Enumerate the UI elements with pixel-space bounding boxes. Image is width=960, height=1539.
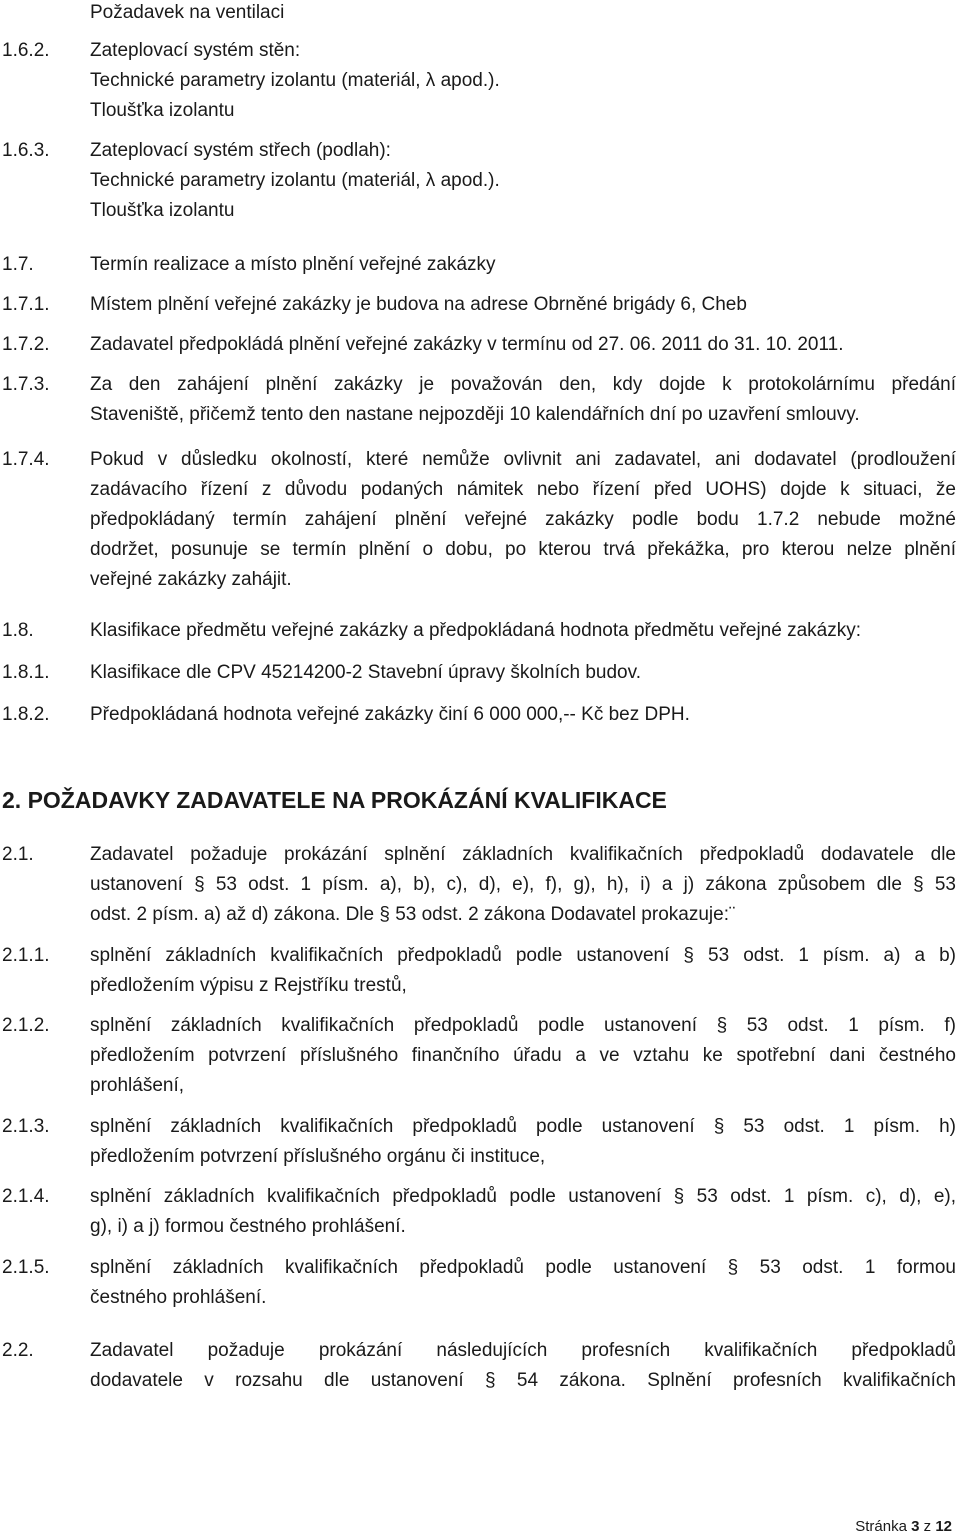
footer-page-total: 12 xyxy=(935,1518,952,1535)
section-heading: 2. POŽADAVKY ZADAVATELE NA PROKÁZÁNÍ KVALIFIKACE xyxy=(2,787,667,813)
text-line xyxy=(0,1142,960,1172)
line-text: Tloušťka izolantu xyxy=(90,200,235,221)
line-number: 1.8.2. xyxy=(2,704,50,725)
line-number: 2.1.4. xyxy=(2,1186,50,1207)
line-text: Požadavek na ventilaci xyxy=(90,2,285,23)
text-line xyxy=(0,1253,960,1283)
line-text: Zadavatel požaduje prokázání následujících profesních kvalifikačních předpokladů xyxy=(90,1340,956,1361)
text-line xyxy=(0,971,960,1001)
text-line xyxy=(0,870,960,900)
line-text: předložením potvrzení příslušného finančního úřadu a ve vztahu ke spotřební dani čestného xyxy=(90,1045,956,1066)
line-text: čestného prohlášení. xyxy=(90,1287,267,1308)
footer-middle: z xyxy=(919,1518,936,1535)
text-line xyxy=(0,900,960,930)
line-number: 2.1.1. xyxy=(2,945,50,966)
line-number: 1.8.1. xyxy=(2,662,50,683)
text-line xyxy=(0,1112,960,1142)
line-text: Zateplovací systém střech (podlah): xyxy=(90,140,391,161)
line-text: veřejné zakázky zahájit. xyxy=(90,569,292,590)
text-line xyxy=(0,1366,960,1396)
line-number: 1.7.3. xyxy=(2,374,50,395)
line-text: Klasifikace dle CPV 45214200-2 Stavební úpravy školních budov. xyxy=(90,662,641,683)
text-line xyxy=(0,1283,960,1313)
line-number: 1.6.3. xyxy=(2,140,50,161)
line-text: Klasifikace předmětu veřejné zakázky a předpokládaná hodnota předmětu veřejné zakázky: xyxy=(90,620,862,641)
line-number: 2.1.5. xyxy=(2,1257,50,1278)
text-line xyxy=(0,36,960,66)
line-text: Místem plnění veřejné zakázky je budova na adrese Obrněné brigády 6, Cheb xyxy=(90,294,747,315)
text-line xyxy=(0,66,960,96)
line-text: dodržet, posunuje se termín plnění o dobu, po kterou trvá překážka, pro kterou nelze plnění xyxy=(90,539,956,560)
page-footer xyxy=(855,1518,952,1536)
text-line xyxy=(0,535,960,565)
footer-prefix: Stránka xyxy=(855,1518,912,1535)
text-line xyxy=(0,505,960,535)
text-line xyxy=(0,166,960,196)
text-line xyxy=(0,1041,960,1071)
line-text: předložením výpisu z Rejstříku trestů, xyxy=(90,975,407,996)
line-text: splnění základních kvalifikačních předpokladů podle ustanovení § 53 odst. 1 písm. a) a b) xyxy=(90,945,956,966)
line-text: ustanovení § 53 odst. 1 písm. a), b), c), d), e), f), g), h), i) a j) zákona způsobem dle § 53 xyxy=(90,874,956,895)
text-line xyxy=(0,96,960,126)
text-line xyxy=(0,616,960,646)
text-line xyxy=(0,658,960,688)
line-text: splnění základních kvalifikačních předpokladů podle ustanovení § 53 odst. 1 písm. c), d), e), xyxy=(90,1186,956,1207)
line-text: Za den zahájení plnění zakázky je považován den, kdy dojde k protokolárnímu předání xyxy=(90,374,956,395)
footer-page-number: 3 xyxy=(911,1518,920,1535)
line-text: Předpokládaná hodnota veřejné zakázky činí 6 000 000,-- Kč bez DPH. xyxy=(90,704,690,725)
line-text: odst. 2 písm. a) až d) zákona. Dle § 53 odst. 2 zákona Dodavatel prokazuje:¨ xyxy=(90,904,736,925)
line-text: Technické parametry izolantu (materiál, λ apod.). xyxy=(90,170,500,191)
text-line xyxy=(0,330,960,360)
line-text: dodavatele v rozsahu dle ustanovení § 54 zákona. Splnění profesních kvalifikačních xyxy=(90,1370,956,1391)
text-line xyxy=(0,400,960,430)
line-text: g), i) a j) formou čestného prohlášení. xyxy=(90,1216,406,1237)
line-number: 2.1. xyxy=(2,844,34,865)
line-number: 1.6.2. xyxy=(2,40,50,61)
text-line xyxy=(0,0,960,28)
text-line xyxy=(0,1182,960,1212)
line-text: Zadavatel předpokládá plnění veřejné zakázky v termínu od 27. 06. 2011 do 31. 10. 2011. xyxy=(90,334,844,355)
line-number: 2.1.2. xyxy=(2,1015,50,1036)
text-line xyxy=(0,840,960,870)
text-line xyxy=(0,196,960,226)
line-text: Pokud v důsledku okolností, které nemůže ovlivnit ani zadavatel, ani dodavatel (prodloužení xyxy=(90,449,956,470)
line-text: Technické parametry izolantu (materiál, λ apod.). xyxy=(90,70,500,91)
line-text: Zateplovací systém stěn: xyxy=(90,40,301,61)
text-line xyxy=(0,1336,960,1366)
text-line xyxy=(0,370,960,400)
text-line xyxy=(0,1071,960,1101)
line-number: 2.2. xyxy=(2,1340,34,1361)
line-number: 1.8. xyxy=(2,620,34,641)
text-line xyxy=(0,290,960,320)
text-line xyxy=(0,1212,960,1242)
text-line xyxy=(0,565,960,595)
line-number: 1.7.2. xyxy=(2,334,50,355)
line-text: splnění základních kvalifikačních předpokladů podle ustanovení § 53 odst. 1 formou xyxy=(90,1257,956,1278)
line-text: prohlášení, xyxy=(90,1075,185,1096)
line-text: Staveniště, přičemž tento den nastane nejpozději 10 kalendářních dní po uzavření smlouvy. xyxy=(90,404,860,425)
line-text: splnění základních kvalifikačních předpokladů podle ustanovení § 53 odst. 1 písm. h) xyxy=(90,1116,956,1137)
line-text: předložením potvrzení příslušného orgánu či instituce, xyxy=(90,1146,546,1167)
text-line xyxy=(0,941,960,971)
line-text: zadávacího řízení z důvodu podaných námitek nebo řízení před UOHS) dojde k situaci, že xyxy=(90,479,956,500)
line-text: Zadavatel požaduje prokázání splnění základních kvalifikačních předpokladů dodavatele dle xyxy=(90,844,956,865)
text-line xyxy=(0,475,960,505)
text-line xyxy=(0,700,960,730)
line-number: 2.1.3. xyxy=(2,1116,50,1137)
text-line xyxy=(0,1011,960,1041)
line-number: 1.7. xyxy=(2,254,34,275)
line-text: splnění základních kvalifikačních předpokladů podle ustanovení § 53 odst. 1 písm. f) xyxy=(90,1015,956,1036)
text-line xyxy=(0,250,960,280)
line-text: Tloušťka izolantu xyxy=(90,100,235,121)
text-line xyxy=(0,136,960,166)
line-number: 1.7.1. xyxy=(2,294,50,315)
line-number: 1.7.4. xyxy=(2,449,50,470)
text-line xyxy=(0,445,960,475)
line-text: Termín realizace a místo plnění veřejné zakázky xyxy=(90,254,496,275)
line-text: předpokládaný termín zahájení plnění veřejné zakázky podle bodu 1.7.2 nebude možné xyxy=(90,509,956,530)
